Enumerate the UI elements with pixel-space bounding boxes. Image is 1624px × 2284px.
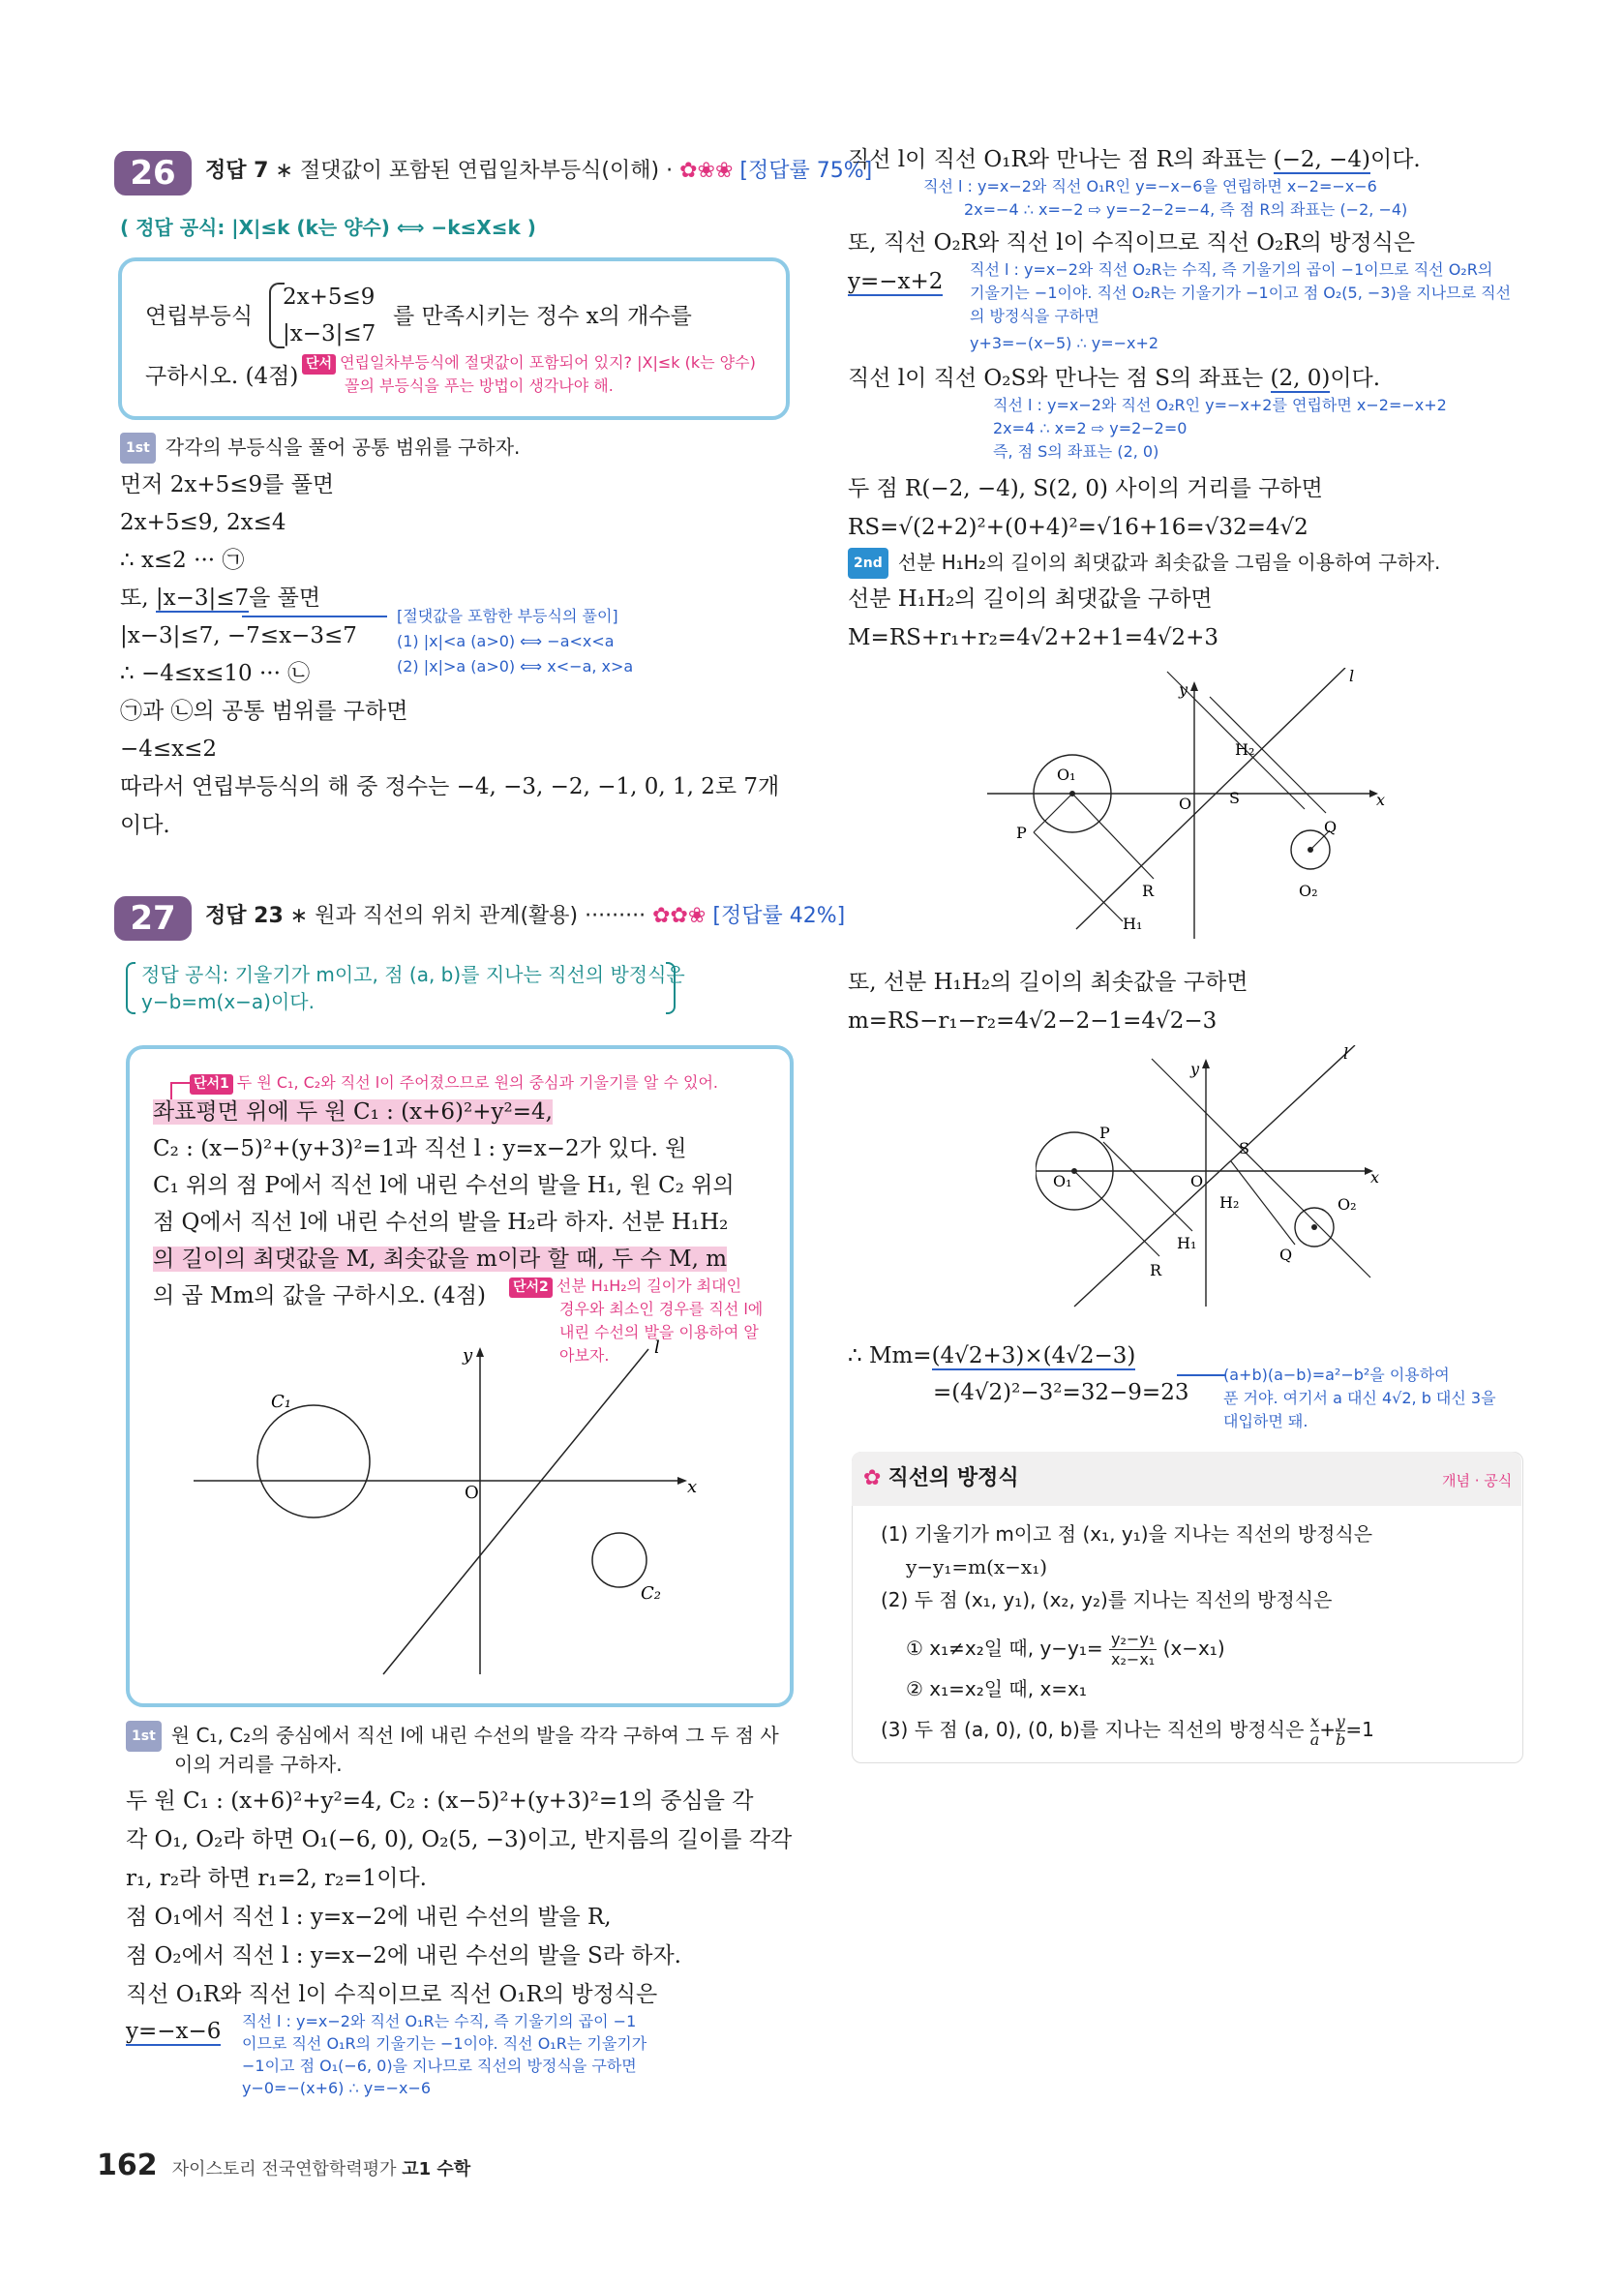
l-label: l: [654, 1337, 660, 1358]
y-axis-arrow: [1190, 681, 1198, 691]
answer-27: 정답 23: [205, 904, 284, 928]
line-o1-r: [1074, 1171, 1159, 1256]
r-line-12: =(4√2)²−3²=32−9=23: [933, 1380, 1189, 1405]
abs-note-b: (2) |x|>a (a>0) ⟺ x<−a, x>a: [397, 657, 634, 676]
problem-26-number: 26: [114, 151, 192, 195]
q26-hint-1: [302, 352, 756, 375]
step-2nd: [848, 548, 1440, 579]
sol26-line-9: 따라서 연립부등식의 해 중 정수는 −4, −3, −2, −1, 0, 1, 2로 7개: [120, 774, 780, 799]
sol27-line-5: 점 O₂에서 직선 l : y=x−2에 내린 수선의 발을 S라 하자.: [126, 1943, 681, 1968]
r-point-r: (−2, −4): [1273, 147, 1370, 172]
formula-27-brace-r: [666, 962, 676, 1014]
sol26-line-4u: |x−3|≤7: [155, 586, 250, 611]
q27-hint-2c: 내린 수선의 발을 이용하여 알: [559, 1323, 759, 1341]
c2-label: C₂: [641, 1583, 661, 1604]
y-label: y: [1179, 680, 1188, 699]
r-note-3b: 기울기는 −1이야. 직선 O₂R는 기울기가 −1이고 점 O₂(5, −3)을 지나므로 직선: [970, 284, 1512, 302]
q26-system-1: 2x+5≤9: [283, 285, 376, 310]
r-eq-o2r: y=−x+2: [848, 269, 944, 294]
line-l: [383, 1349, 648, 1674]
x-label: x: [687, 1477, 698, 1497]
y-axis-arrow: [1202, 1059, 1210, 1068]
x-label: x: [1370, 1168, 1380, 1187]
hint-27-1: 두 원 C₁, C₂와 직선 l이 주어졌으므로 원의 중심과 기울기를 알 수 있어.: [236, 1073, 719, 1092]
r-line-11: [848, 1341, 1135, 1370]
r-line-11u: (4√2+3)×(4√2−3): [931, 1343, 1136, 1368]
step-26-text: 각각의 부등식을 풀어 공통 범위를 구하자.: [165, 436, 521, 459]
r-line-1: [848, 145, 1421, 174]
h1-label: H₁: [1177, 1234, 1197, 1252]
r-line-6: RS=√(2+2)²+(0+4)²=√16+16=√32=4√2: [848, 515, 1308, 540]
h2-label: H₂: [1235, 740, 1255, 759]
step-27-1st-a: [126, 1721, 779, 1752]
o2-label: O₂: [1338, 1195, 1357, 1214]
sol26-line-8: −4≤x≤2: [120, 736, 218, 762]
concept-2: (2) 두 점 (x₁, y₁), (x₂, y₂)를 지나는 직선의 방정식은: [881, 1588, 1333, 1611]
p-label: P: [1099, 1124, 1110, 1142]
r-note-4a: 직선 l : y=x−2와 직선 O₂R인 y=−x+2를 연립하면 x−2=−x+2: [993, 396, 1447, 414]
line-l: [1074, 1045, 1355, 1307]
q27-line-6: 의 곱 Mm의 값을 구하시오. (4점): [153, 1283, 486, 1308]
s-label: S: [1229, 789, 1240, 807]
frac-x-den: a: [1309, 1730, 1320, 1749]
eq-note-3: −1이고 점 O₁(−6, 0)을 지나므로 직선의 방정식을 구하면: [242, 2057, 637, 2075]
book-grade: 고1 수학: [402, 2159, 471, 2179]
step-27-text-a: 원 C₁, C₂의 중심에서 직선 l에 내린 수선의 발을 각각 구하여 그 두 점 사: [170, 1724, 779, 1747]
origin-label: O: [465, 1483, 479, 1503]
sol26-line-10: 이다.: [120, 813, 170, 838]
step-26-1st: [120, 433, 520, 464]
r-note-4b: 2x=4 ∴ x=2 ⇨ y=2−2=0: [993, 419, 1188, 437]
h2-label: H₂: [1219, 1193, 1240, 1212]
r11-arrow: [1177, 1374, 1225, 1376]
hint1-tag: 단서1: [190, 1074, 233, 1095]
rate-26: [정답률 75%]: [739, 159, 873, 183]
q26-hint-2: 꼴의 부등식을 푸는 방법이 생각나야 해.: [345, 376, 614, 395]
y-label: y: [1190, 1060, 1200, 1078]
r-label: R: [1150, 1261, 1162, 1279]
concept-3-frac-x: [1310, 1713, 1320, 1749]
sol26-line-4a: 또,: [120, 586, 156, 611]
x-axis-arrow: [677, 1477, 687, 1485]
concept-1b: y−y₁=m(x−x₁): [906, 1555, 1048, 1578]
x-label: x: [1376, 791, 1386, 809]
r-line-7: 선분 H₁H₂의 길이의 최댓값을 구하면: [848, 586, 1213, 612]
q26-text-1a: 연립부등식: [145, 304, 254, 329]
formula-27-brace-l: [126, 962, 135, 1014]
sol27-eq: [126, 2017, 221, 2046]
o1-label: O₁: [1053, 1172, 1072, 1190]
sol27-line-3: r₁, r₂라 하면 r₁=2, r₂=1이다.: [126, 1866, 427, 1891]
line-q-h2: [1210, 697, 1326, 813]
q27-hint-1: [190, 1072, 718, 1095]
formula-27-line2: y−b=m(x−a)이다.: [141, 990, 315, 1013]
formula-26: ( 정답 공식: |X|≤k (k는 양수) ⟺ −k≤X≤k ): [120, 216, 536, 239]
frac-y-num: y: [1336, 1712, 1345, 1730]
sol26-line-2: 2x+5≤9, 2x≤4: [120, 510, 286, 535]
q27-hint-2b: 경우와 최소인 경우를 직선 l에: [559, 1300, 764, 1318]
circle-c2: [592, 1533, 647, 1587]
eq-note-4: y−0=−(x+6) ∴ y=−x−6: [242, 2079, 432, 2097]
sol26-line-3: ∴ x≤2 ··· ㉠: [120, 548, 245, 573]
concept-fraction: [1109, 1630, 1157, 1669]
q27-hint-2: [509, 1276, 741, 1298]
r-line-3: [848, 267, 943, 296]
h1-label: H₁: [1123, 915, 1143, 933]
sol27-line-4: 점 O₁에서 직선 l : y=x−2에 내린 수선의 발을 R,: [126, 1905, 612, 1930]
s-label: S: [1239, 1139, 1249, 1157]
concept-title: [863, 1464, 1019, 1493]
r-line-4: [848, 364, 1380, 393]
abs-note-title: [절댓값을 포함한 부등식의 풀이]: [397, 607, 618, 625]
o1-label: O₁: [1057, 766, 1076, 784]
fraction-den: x₂−x₁: [1111, 1650, 1156, 1668]
circle-c1: [257, 1405, 370, 1518]
concept-2a-tail: (x−x₁): [1162, 1637, 1225, 1660]
fraction-num: y₂−y₁: [1111, 1630, 1156, 1648]
q-label: Q: [1324, 818, 1338, 836]
r11-note-2: 푼 거야. 여기서 a 대신 4√2, b 대신 3을: [1223, 1389, 1496, 1407]
sol27-line-6: 직선 O₁R와 직선 l이 수직이므로 직선 O₁R의 방정식은: [126, 1982, 658, 2007]
sol26-line-4b: 을 풀면: [249, 586, 321, 611]
r-point-s: (2, 0): [1270, 366, 1331, 391]
line-o1-r: [1072, 794, 1154, 879]
concept-3: (3) 두 점 (a, 0), (0, b)를 지나는 직선의 방정식은 $\frac{x}{a}$ + $\frac{y}{b}$ =1: [881, 1712, 1374, 1749]
concept-tag: 개념 · 공식: [1442, 1472, 1513, 1489]
center-o2: [1308, 847, 1313, 853]
formula-27-line1: 정답 공식: 기울기가 m이고, 점 (a, b)를 지나는 직선의 방정식은: [141, 963, 685, 986]
q27-line-3: C₁ 위의 점 P에서 직선 l에 내린 수선의 발을 H₁, 원 C₂ 위의: [153, 1173, 735, 1198]
r-line-9: 또, 선분 H₁H₂의 길이의 최솟값을 구하면: [848, 970, 1248, 995]
sol27-eq-text: y=−x−6: [126, 2019, 222, 2044]
flower-icon: ✿: [863, 1466, 888, 1490]
topic-27: ∗ 원과 직선의 위치 관계(활용) ·········: [289, 904, 647, 928]
r-label: R: [1142, 882, 1155, 900]
concept-2b: ② x₁=x₂일 때, x=x₁: [906, 1677, 1087, 1700]
center-o1: [1071, 1168, 1077, 1174]
r-note-1b: 2x=−4 ∴ x=−2 ⇨ y=−2−2=−4, 즉 점 R의 좌표는 (−2, −4): [964, 200, 1408, 219]
r-note-1a: 직선 l : y=x−2와 직선 O₁R인 y=−x−6을 연립하면 x−2=−x−6: [923, 177, 1377, 195]
l-label: l: [1343, 1045, 1349, 1063]
sol27-line-1: 두 원 C₁ : (x+6)²+y²=4, C₂ : (x−5)²+(y+3)²=1의 중심을 각: [126, 1788, 754, 1814]
origin-label: O: [1190, 1172, 1204, 1190]
r-line-10: m=RS−r₁−r₂=4√2−2−1=4√2−3: [848, 1008, 1218, 1034]
concept-title-text: 직선의 방정식: [887, 1466, 1019, 1490]
problem-26-header: [205, 149, 872, 194]
concept-2a: [906, 1630, 1225, 1669]
r-line-5: 두 점 R(−2, −4), S(2, 0) 사이의 거리를 구하면: [848, 476, 1323, 501]
hint-27-2a: 선분 H₁H₂의 길이가 최대인: [556, 1277, 742, 1295]
step-tag: 2nd: [848, 548, 888, 579]
concept-3-text: (3) 두 점 (a, 0), (0, b)를 지나는 직선의 방정식은: [881, 1718, 1305, 1741]
step-27-1st-b: 이의 거리를 구하자.: [174, 1753, 343, 1776]
sol26-line-5: |x−3|≤7, −7≤x−3≤7: [120, 623, 357, 648]
r-line-4b: 이다.: [1330, 366, 1381, 391]
q27-line-2: C₂ : (x−5)²+(y+3)²=1과 직선 l : y=x−2가 있다. 원: [153, 1136, 687, 1161]
frac-x-num: x: [1310, 1712, 1320, 1730]
q27-line-1: [153, 1097, 553, 1127]
eq-note-1: 직선 l : y=x−2와 직선 O₁R는 수직, 즉 기울기의 곱이 −1: [242, 2012, 637, 2030]
c1-label: C₁: [271, 1392, 291, 1412]
difficulty-27: ✿✿❀: [652, 904, 707, 928]
sol26-line-7: ㉠과 ㉡의 공통 범위를 구하면: [120, 699, 408, 724]
r-line-11a: ∴ Mm=: [848, 1343, 932, 1368]
q27-line-4: 점 Q에서 직선 l에 내린 수선의 발을 H₂라 하자. 선분 H₁H₂: [153, 1210, 729, 1235]
origin-label: O: [1179, 795, 1192, 813]
r-line-8: M=RS+r₁+r₂=4√2+2+1=4√2+3: [848, 625, 1218, 650]
topic-26: ∗ 절댓값이 포함된 연립일차부등식(이해) ·: [275, 159, 674, 183]
y-axis-arrow: [476, 1347, 484, 1357]
line-p-h1: [1103, 1142, 1192, 1231]
o2-label: O₂: [1299, 882, 1318, 900]
y-label: y: [463, 1345, 473, 1366]
problem-27-figure: [194, 1336, 736, 1684]
q-label: Q: [1279, 1246, 1293, 1264]
q26-text-2: 구하시오. (4점): [145, 364, 299, 389]
r-line-1b: 이다.: [1370, 147, 1421, 172]
eq-note-2: 이므로 직선 O₁R의 기울기는 −1이야. 직선 O₁R는 기울기가: [242, 2034, 647, 2053]
q26-system-2: |x−3|≤7: [283, 321, 376, 346]
concept-1: (1) 기울기가 m이고 점 (x₁, y₁)을 지나는 직선의 방정식은: [881, 1522, 1373, 1546]
r-line-4a: 직선 l이 직선 O₂S와 만나는 점 S의 좌표는: [848, 366, 1271, 391]
abs-note-a: (1) |x|<a (a>0) ⟺ −a<x<a: [397, 632, 615, 650]
abs-note-arrow: [242, 616, 387, 617]
sol26-line-6: ∴ −4≤x≤10 ··· ㉡: [120, 661, 311, 686]
hint-tag: 단서: [302, 354, 336, 375]
figure-max: [987, 668, 1394, 948]
page-footer: [97, 2149, 470, 2182]
sol26-line-4: [120, 584, 320, 613]
concept-3-frac-y: [1336, 1713, 1345, 1749]
r-note-4c: 즉, 점 S의 좌표는 (2, 0): [993, 442, 1159, 461]
l-label: l: [1349, 668, 1355, 685]
problem-27-header: [205, 894, 845, 939]
step-2nd-text: 선분 H₁H₂의 길이의 최댓값과 최솟값을 그림을 이용하여 구하자.: [897, 551, 1441, 574]
frac-y-den: b: [1336, 1730, 1346, 1749]
figure-min: [1036, 1045, 1403, 1316]
q26-text-1b: 를 만족시키는 정수 x의 개수를: [393, 304, 692, 329]
problem-27-number: 27: [114, 896, 192, 941]
r-note-3d: y+3=−(x−5) ∴ y=−x+2: [970, 334, 1159, 352]
answer-26: 정답 7: [205, 159, 269, 183]
difficulty-26: ✿❀❀: [679, 159, 734, 183]
r11-note-1: (a+b)(a−b)=a²−b²을 이용하여: [1223, 1366, 1450, 1384]
sol26-line-1: 먼저 2x+5≤9를 풀면: [120, 472, 335, 497]
p-label: P: [1016, 824, 1027, 842]
q27-line-5-text: 의 길이의 최댓값을 M, 최솟값을 m이라 할 때, 두 수 M, m: [153, 1247, 727, 1272]
hint2-tag: 단서2: [509, 1277, 553, 1298]
hint-26-line1: 연립일차부등식에 절댓값이 포함되어 있지? |X|≤k (k는 양수): [340, 353, 756, 372]
book-title: 자이스토리 전국연합학력평가: [171, 2159, 403, 2179]
concept-2a-lead: ① x₁≠x₂일 때, y−y₁=: [906, 1637, 1103, 1660]
step-tag: 1st: [126, 1721, 162, 1752]
page-number: 162: [97, 2149, 158, 2182]
line-p-h1: [1034, 832, 1123, 921]
rate-27: [정답률 42%]: [712, 904, 846, 928]
r11-note-3: 대입하면 돼.: [1223, 1412, 1308, 1430]
center-o2: [1311, 1224, 1317, 1230]
line-q-h2: [1231, 1161, 1295, 1245]
q27-hint-2d: 아보자.: [559, 1346, 610, 1365]
concept-3-eq: =1: [1345, 1718, 1374, 1741]
step-tag: 1st: [120, 433, 156, 464]
q27-line-5: [153, 1245, 727, 1274]
q27-line-1-text: 좌표평면 위에 두 원 C₁ : (x+6)²+y²=4,: [153, 1099, 553, 1125]
r-note-3c: 의 방정식을 구하면: [970, 307, 1099, 325]
sol27-line-2: 각 O₁, O₂라 하면 O₁(−6, 0), O₂(5, −3)이고, 반지름의 길이를 각각: [126, 1827, 793, 1852]
center-o1: [1069, 791, 1075, 796]
r-note-3a: 직선 l : y=x−2와 직선 O₂R는 수직, 즉 기울기의 곱이 −1이므로 직선 O₂R의: [970, 260, 1493, 279]
r-line-2: 또, 직선 O₂R와 직선 l이 수직이므로 직선 O₂R의 방정식은: [848, 230, 1416, 255]
r-line-1a: 직선 l이 직선 O₁R와 만나는 점 R의 좌표는: [848, 147, 1274, 172]
